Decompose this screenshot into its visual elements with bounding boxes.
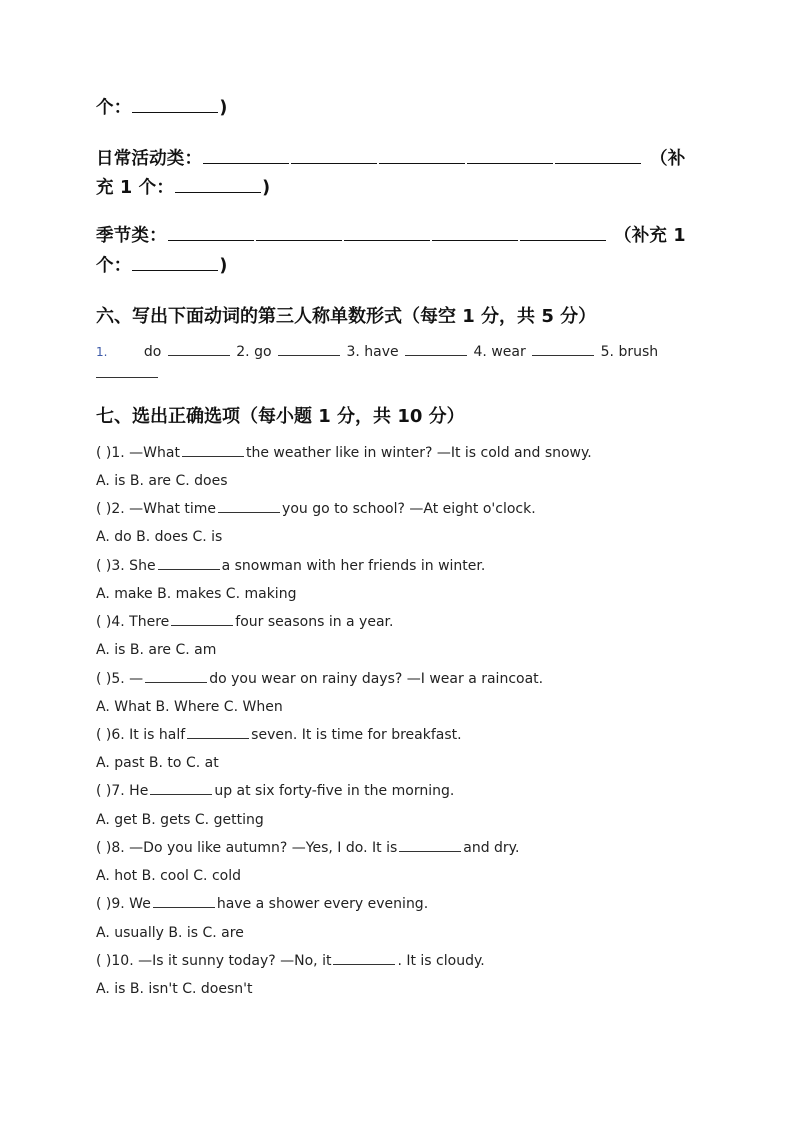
answer-blank[interactable] bbox=[467, 162, 553, 164]
question-9 bbox=[96, 896, 428, 912]
question-text: you go to school? —At eight o'clock. bbox=[282, 501, 536, 517]
question-text: ( )9. We bbox=[96, 896, 151, 912]
section-6-row bbox=[96, 344, 658, 360]
answer-blank[interactable] bbox=[168, 239, 254, 241]
options-7: A. get B. gets C. getting bbox=[96, 812, 264, 828]
season-line-2 bbox=[96, 252, 228, 277]
answer-blank[interactable] bbox=[175, 191, 261, 193]
question-text: ( )6. It is half bbox=[96, 727, 186, 743]
question-6 bbox=[96, 727, 462, 743]
question-text: ( )3. She bbox=[96, 558, 156, 574]
item-number: 1. bbox=[96, 345, 108, 359]
verb-have: 3. have bbox=[346, 344, 399, 360]
options-4: A. is B. are C. am bbox=[96, 642, 217, 658]
answer-blank[interactable] bbox=[278, 354, 340, 356]
answer-blank[interactable] bbox=[399, 850, 461, 852]
answer-blank[interactable] bbox=[405, 354, 467, 356]
answer-blank[interactable] bbox=[432, 239, 518, 241]
answer-blank[interactable] bbox=[520, 239, 606, 241]
answer-blank[interactable] bbox=[158, 568, 220, 570]
answer-blank[interactable] bbox=[203, 162, 289, 164]
question-5 bbox=[96, 671, 543, 687]
answer-blank[interactable] bbox=[218, 511, 280, 513]
daily-line2-prefix: 充 1 个： bbox=[96, 178, 175, 198]
question-text: up at six forty-five in the morning. bbox=[214, 783, 455, 799]
question-text: seven. It is time for breakfast. bbox=[251, 727, 462, 743]
question-4 bbox=[96, 614, 393, 630]
season-line bbox=[96, 222, 607, 247]
question-text: ( )5. — bbox=[96, 671, 144, 687]
options-9: A. usually B. is C. are bbox=[96, 925, 244, 941]
options-10: A. is B. isn't C. doesn't bbox=[96, 981, 253, 997]
answer-blank[interactable] bbox=[132, 269, 218, 271]
options-8: A. hot B. cool C. cold bbox=[96, 868, 241, 884]
section-7-heading: 七、选出正确选项（每小题 1 分，共 10 分） bbox=[96, 406, 465, 427]
question-2 bbox=[96, 501, 536, 517]
question-8 bbox=[96, 840, 519, 856]
answer-blank[interactable] bbox=[333, 963, 395, 965]
question-text: ( )10. —Is it sunny today? —No, it bbox=[96, 953, 332, 969]
season-line2-prefix: 个： bbox=[96, 256, 132, 276]
question-text: a snowman with her friends in winter. bbox=[221, 558, 486, 574]
question-text: four seasons in a year. bbox=[235, 614, 394, 630]
answer-blank[interactable] bbox=[145, 681, 207, 683]
question-text: ( )7. He bbox=[96, 783, 149, 799]
cont-prefix: 个： bbox=[96, 98, 132, 118]
daily-line2-suffix: ) bbox=[262, 178, 271, 198]
options-5: A. What B. Where C. When bbox=[96, 699, 283, 715]
answer-blank[interactable] bbox=[96, 377, 158, 378]
question-text: . It is cloudy. bbox=[397, 953, 485, 969]
options-3: A. make B. makes C. making bbox=[96, 586, 297, 602]
daily-line-2 bbox=[96, 174, 270, 199]
verb-go: 2. go bbox=[236, 344, 272, 360]
answer-blank[interactable] bbox=[291, 162, 377, 164]
answer-blank[interactable] bbox=[153, 906, 215, 908]
answer-blank[interactable] bbox=[555, 162, 641, 164]
options-2: A. do B. does C. is bbox=[96, 529, 223, 545]
question-text: and dry. bbox=[463, 840, 520, 856]
answer-blank[interactable] bbox=[187, 737, 249, 739]
question-text: the weather like in winter? —It is cold and snowy. bbox=[245, 445, 592, 461]
verb-brush: 5. brush bbox=[600, 344, 659, 360]
answer-blank[interactable] bbox=[344, 239, 430, 241]
answer-blank[interactable] bbox=[182, 455, 244, 457]
question-text: ( )2. —What time bbox=[96, 501, 217, 517]
answer-blank[interactable] bbox=[532, 354, 594, 356]
season-tail: （补充 1 bbox=[614, 226, 686, 246]
daily-activity-line bbox=[96, 145, 642, 170]
cont-suffix: ) bbox=[219, 98, 228, 118]
season-label: 季节类： bbox=[96, 226, 167, 246]
answer-blank[interactable] bbox=[379, 162, 465, 164]
question-1 bbox=[96, 445, 592, 461]
question-text: ( )4. There bbox=[96, 614, 170, 630]
section-6-heading: 六、写出下面动词的第三人称单数形式（每空 1 分，共 5 分） bbox=[96, 306, 597, 327]
answer-blank[interactable] bbox=[168, 354, 230, 356]
verb-wear: 4. wear bbox=[473, 344, 526, 360]
continuation-line bbox=[96, 94, 228, 119]
daily-tail: （补 bbox=[650, 149, 686, 169]
options-6: A. past B. to C. at bbox=[96, 755, 219, 771]
verb-do: do bbox=[143, 344, 162, 360]
answer-blank[interactable] bbox=[171, 624, 233, 626]
question-3 bbox=[96, 558, 485, 574]
question-text: have a shower every evening. bbox=[216, 896, 429, 912]
question-text: ( )1. —What bbox=[96, 445, 180, 461]
answer-blank[interactable] bbox=[150, 793, 212, 795]
season-line2-suffix: ) bbox=[219, 256, 228, 276]
question-7 bbox=[96, 783, 454, 799]
question-10 bbox=[96, 953, 485, 969]
daily-label: 日常活动类： bbox=[96, 149, 203, 169]
options-1: A. is B. are C. does bbox=[96, 473, 228, 489]
question-text: do you wear on rainy days? —I wear a raincoat. bbox=[209, 671, 544, 687]
answer-blank[interactable] bbox=[256, 239, 342, 241]
answer-blank[interactable] bbox=[132, 111, 218, 113]
question-text: ( )8. —Do you like autumn? —Yes, I do. It is bbox=[96, 840, 398, 856]
